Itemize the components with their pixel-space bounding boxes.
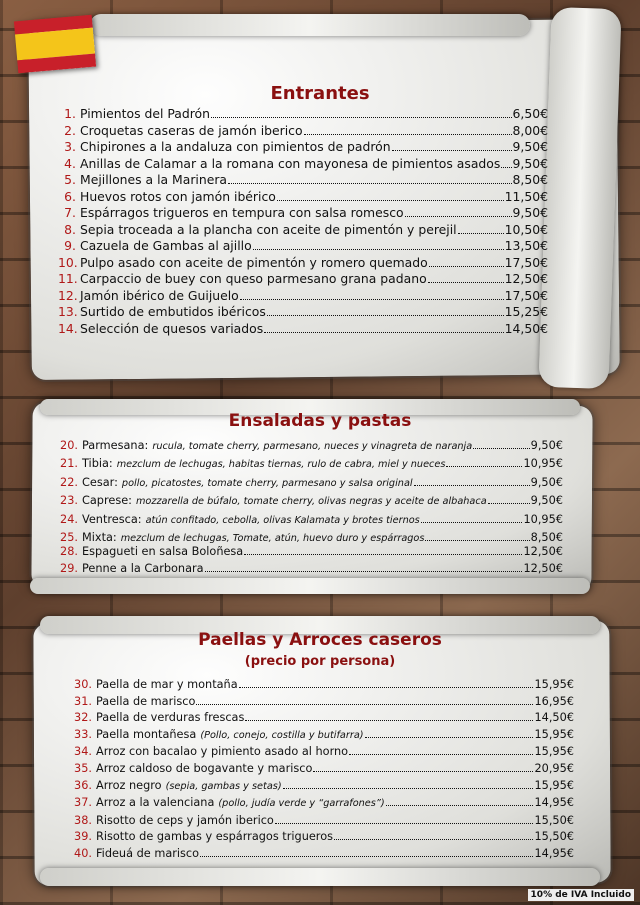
item-name: Cazuela de Gambas al ajillo: [80, 238, 252, 253]
dot-leader: [211, 117, 512, 118]
dot-leader: [349, 754, 533, 755]
item-price: 14,95€: [534, 796, 574, 810]
dot-leader: [392, 150, 512, 151]
item-price: 20,95€: [534, 761, 574, 775]
item-number: 28.: [60, 545, 78, 558]
menu-item: [58, 172, 548, 189]
item-name: Anillas de Calamar a la romana con mayonesa de pimientos asados: [80, 155, 501, 171]
menu-item: [58, 156, 548, 173]
item-number: 6.: [64, 188, 76, 204]
paellas-subtitle: (precio por persona): [244, 654, 396, 669]
dot-leader: [428, 282, 504, 283]
item-price: 8,50€: [530, 531, 563, 545]
menu-item: [58, 271, 548, 288]
menu-item: [58, 455, 563, 473]
item-name: Carpaccio de buey con queso parmesano grana padano: [80, 271, 427, 286]
dot-leader: [386, 805, 534, 806]
item-number: 36.: [74, 778, 92, 792]
item-number: 33.: [74, 727, 92, 741]
menu-item: [74, 727, 574, 745]
item-price: 15,95€: [534, 745, 574, 759]
item-description: mezclum de lechugas, habitas tiernas, rulo de cabra, miel y nueces: [116, 459, 446, 471]
item-number: 7.: [64, 205, 76, 220]
item-name: Paella de verduras frescas: [96, 711, 245, 725]
item-price: 13,50€: [504, 238, 548, 253]
item-name: Espárragos trigueros en tempura con salsa romesco: [80, 205, 404, 220]
item-price: 17,50€: [504, 287, 548, 303]
menu-item: [74, 694, 574, 711]
item-description: pollo, picatostes, tomate cherry, parmesano y salsa original: [121, 477, 413, 489]
item-name: Cesar:: [82, 475, 118, 489]
ensaladas-list: [58, 437, 563, 547]
item-price: 8,50€: [512, 172, 548, 187]
dot-leader: [283, 788, 534, 789]
item-name: Pulpo asado con aceite de pimentón y romero quemado: [80, 254, 428, 270]
dot-leader: [313, 771, 533, 772]
dot-leader: [429, 266, 504, 267]
item-number: 13.: [58, 304, 78, 319]
paellas-title: Paellas y Arroces caseros: [198, 630, 442, 650]
item-number: 37.: [74, 796, 92, 810]
item-description: mezclum de lechugas, Tomate, atún, huevo duro y espárragos: [120, 533, 425, 545]
menu-item: [74, 813, 574, 830]
item-price: 17,50€: [504, 254, 548, 270]
item-description: rucula, tomate cherry, parmesano, nueces y vinagreta de naranja: [152, 441, 473, 452]
dot-leader: [240, 299, 504, 300]
item-name: Paella de marisco: [96, 694, 196, 708]
item-name: Arroz negro: [96, 778, 162, 792]
item-price: 12,50€: [504, 271, 548, 286]
item-price: 15,50€: [534, 813, 574, 827]
item-price: 15,50€: [534, 830, 574, 844]
item-number: 1.: [64, 106, 76, 121]
item-number: 40.: [74, 846, 92, 860]
item-price: 10,95€: [523, 457, 563, 471]
item-name: Mejillones a la Marinera: [80, 172, 228, 187]
item-name: Sepia troceada a la plancha con aceite de pimentón y perejil: [80, 221, 457, 237]
item-price: 9,50€: [530, 475, 563, 489]
spain-flag-icon: [14, 15, 96, 74]
dot-leader: [239, 687, 534, 688]
item-name: Tibia:: [82, 457, 113, 471]
menu-item: [74, 761, 574, 778]
menu-item: [74, 846, 574, 863]
item-description: (sepia, gambas y setas): [165, 780, 282, 792]
item-number: 29.: [60, 562, 78, 576]
item-number: 20.: [60, 439, 78, 452]
item-name: Mixta:: [82, 531, 117, 545]
item-price: 15,95€: [534, 678, 574, 691]
item-price: 8,00€: [512, 122, 548, 138]
dot-leader: [244, 554, 522, 555]
scroll-roll-bottom-2: [30, 578, 590, 594]
menu-item: [58, 560, 563, 577]
scroll-roll-bottom-3: [40, 868, 600, 886]
menu-item: [74, 829, 574, 846]
item-name: Huevos rotos con jamón ibérico: [80, 188, 276, 204]
item-number: 39.: [74, 830, 92, 844]
menu-item: [58, 492, 563, 510]
item-number: 30.: [74, 678, 92, 691]
item-price: 9,50€: [512, 155, 548, 171]
item-name: Ventresca:: [82, 512, 142, 526]
menu-item: [58, 123, 548, 140]
item-price: 9,50€: [530, 439, 563, 452]
paellas-list: [74, 677, 574, 863]
item-price: 14,50€: [534, 711, 574, 725]
item-number: 21.: [60, 457, 78, 471]
item-number: 9.: [64, 238, 76, 253]
item-number: 10.: [58, 254, 78, 270]
menu-item: [58, 511, 563, 529]
item-name: Paella de mar y montaña: [96, 678, 238, 691]
dot-leader: [200, 856, 533, 857]
item-price: 9,50€: [512, 205, 548, 220]
item-number: 24.: [60, 512, 78, 526]
item-price: 10,95€: [523, 512, 563, 526]
item-name: Fideuá de marisco: [96, 846, 200, 860]
menu-item: [58, 238, 548, 255]
item-name: Surtido de embutidos ibéricos: [80, 304, 266, 319]
dot-leader: [365, 737, 534, 738]
dot-leader: [196, 704, 533, 705]
item-number: 31.: [74, 694, 92, 708]
menu-item: [58, 189, 548, 206]
dot-leader: [425, 540, 529, 541]
item-name: Jamón ibérico de Guijuelo: [80, 287, 239, 303]
item-price: 14,95€: [534, 846, 574, 860]
menu-item: [74, 795, 574, 813]
item-price: 16,95€: [534, 694, 574, 708]
item-number: 38.: [74, 813, 92, 827]
item-number: 22.: [60, 475, 78, 489]
dot-leader: [473, 448, 529, 449]
item-price: 12,50€: [523, 545, 563, 558]
item-number: 23.: [60, 494, 78, 508]
item-price: 6,50€: [512, 106, 548, 121]
item-number: 25.: [60, 531, 78, 545]
item-price: 15,95€: [534, 778, 574, 792]
item-description: mozzarella de búfalo, tomate cherry, olivas negras y aceite de albahaca: [135, 496, 487, 508]
dot-leader: [275, 823, 534, 824]
menu-item: [58, 321, 548, 338]
item-name: Pimientos del Padrón: [80, 106, 210, 121]
item-price: 9,50€: [530, 494, 563, 508]
dot-leader: [421, 522, 523, 523]
dot-leader: [405, 216, 512, 217]
dot-leader: [488, 503, 530, 504]
scroll-roll-top: [90, 14, 530, 36]
item-price: 10,50€: [504, 221, 548, 237]
scroll-roll-right: [538, 7, 621, 389]
entrantes-list: [58, 106, 548, 337]
item-description: atún confitado, cebolla, olivas Kalamata y brotes tiernos: [145, 514, 420, 526]
menu-item: [58, 255, 548, 272]
ensaladas-title: Ensaladas y pastas: [228, 411, 412, 431]
item-price: 14,50€: [504, 320, 548, 336]
item-number: 14.: [58, 320, 78, 336]
menu-item: [58, 106, 548, 123]
menu-item: [58, 543, 563, 560]
pastas-list: [58, 543, 563, 578]
item-name: Risotto de gambas y espárragos trigueros: [96, 830, 333, 844]
item-number: 5.: [64, 172, 76, 187]
dot-leader: [253, 249, 504, 250]
dot-leader: [334, 839, 533, 840]
menu-item: [58, 139, 548, 156]
item-price: 15,25€: [504, 304, 548, 319]
dot-leader: [277, 200, 504, 201]
entrantes-title: Entrantes: [270, 83, 370, 104]
menu-item: [74, 778, 574, 796]
item-number: 3.: [64, 139, 76, 154]
iva-note: 10% de IVA Incluido: [528, 889, 634, 901]
dot-leader: [264, 332, 503, 333]
item-name: Penne a la Carbonara: [82, 562, 204, 576]
menu-item: [74, 710, 574, 727]
item-number: 2.: [64, 122, 76, 138]
menu-item: [74, 744, 574, 761]
item-name: Croquetas caseras de jamón iberico: [80, 122, 303, 138]
item-description: (Pollo, conejo, costilla y butifarra): [200, 729, 364, 741]
menu-item: [58, 304, 548, 321]
dot-leader: [267, 315, 504, 316]
item-name: Selección de quesos variados: [80, 320, 264, 336]
dot-leader: [304, 134, 512, 135]
item-number: 32.: [74, 711, 92, 725]
dot-leader: [501, 167, 511, 168]
item-name: Caprese:: [82, 494, 132, 508]
item-description: (pollo, judía verde y “garrafones”): [218, 798, 385, 810]
item-name: Arroz con bacalao y pimiento asado al horno: [96, 745, 349, 759]
dot-leader: [446, 466, 522, 467]
menu-item: [58, 437, 563, 455]
dot-leader: [245, 720, 533, 721]
item-price: 15,95€: [534, 727, 574, 741]
item-number: 4.: [64, 155, 76, 171]
menu-item: [58, 474, 563, 492]
item-price: 9,50€: [512, 139, 548, 154]
item-number: 34.: [74, 745, 92, 759]
item-number: 35.: [74, 761, 92, 775]
item-name: Arroz a la valenciana: [96, 796, 215, 810]
item-number: 11.: [58, 271, 78, 286]
item-name: Parmesana:: [82, 439, 149, 452]
dot-leader: [458, 233, 504, 234]
item-name: Espagueti en salsa Boloñesa: [82, 545, 244, 558]
menu-item: [74, 677, 574, 694]
item-name: Paella montañesa: [96, 727, 197, 741]
menu-item: [58, 205, 548, 222]
dot-leader: [228, 183, 511, 184]
item-name: Chipirones a la andaluza con pimientos de padrón: [80, 139, 391, 154]
item-number: 8.: [64, 221, 76, 237]
item-name: Arroz caldoso de bogavante y marisco: [96, 761, 313, 775]
dot-leader: [205, 571, 523, 572]
item-number: 12.: [58, 287, 78, 303]
dot-leader: [414, 485, 530, 486]
menu-item: [58, 288, 548, 305]
menu-item: [58, 222, 548, 239]
item-name: Risotto de ceps y jamón iberico: [96, 813, 274, 827]
item-price: 12,50€: [523, 562, 563, 576]
item-price: 11,50€: [504, 188, 548, 204]
